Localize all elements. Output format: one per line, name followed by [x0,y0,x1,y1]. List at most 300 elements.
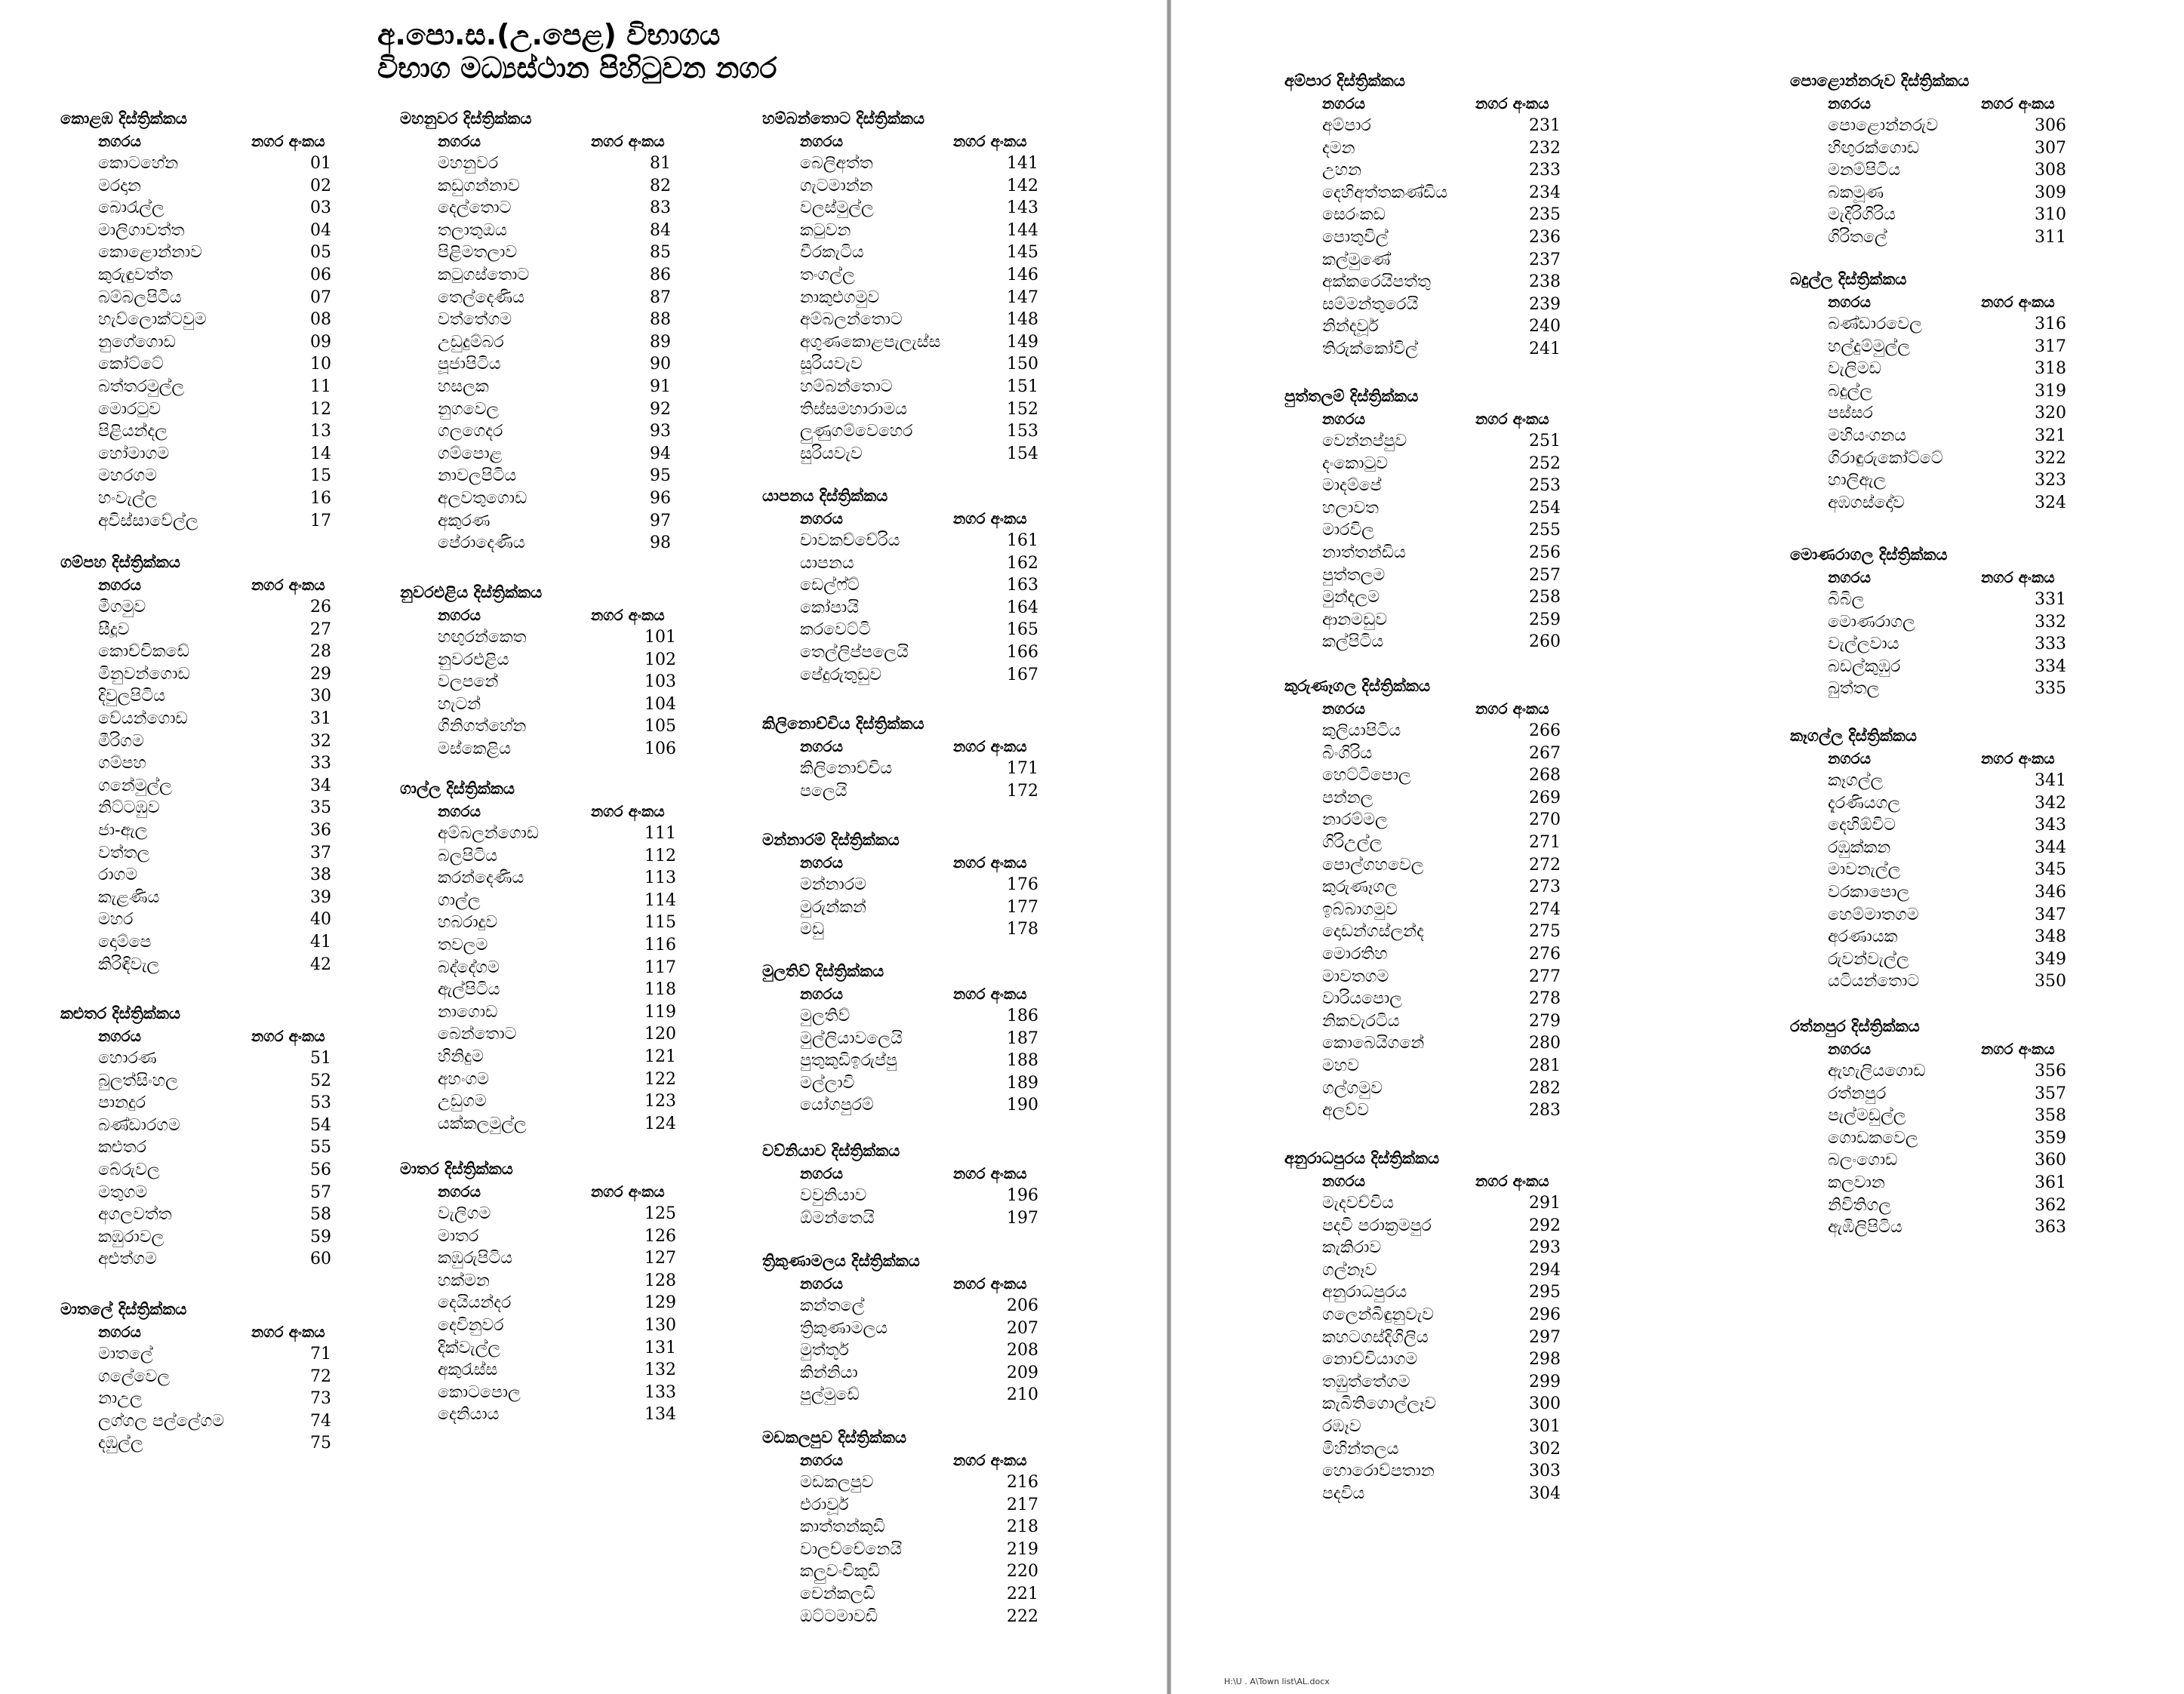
town-name: මුත්තූර් [800,1341,849,1360]
table-header [1790,291,2107,313]
town-name: ඇඹිලිපිටිය [1828,1218,1903,1237]
town-code: 98 [650,533,671,553]
town-name: හැටන් [438,694,481,714]
town-code: 190 [1007,1096,1038,1115]
town-row [60,287,377,309]
town-name: හොරොව්පතාන [1322,1462,1435,1481]
town-name: පුල්මුඩේ [800,1385,860,1405]
town-row [60,1092,377,1114]
table-header [60,573,377,596]
town-code: 90 [650,355,671,374]
town-code: 152 [1007,399,1038,419]
town-row [400,1247,717,1270]
town-name: නිකවැරටිය [1322,1011,1400,1031]
town-code: 122 [644,1069,676,1089]
town-row [762,287,1079,309]
town-name: ගලගෙදර [438,422,503,441]
town-column-header: නගරය [1828,1040,1871,1058]
town-code: 271 [1529,832,1561,852]
town-name: රඹෑව [1322,1416,1361,1436]
code-column-header: නගර අංකය [591,132,665,150]
table-header [1284,1170,1601,1192]
town-name: හාලිඇල [1828,471,1887,490]
town-name: පූජාපිටිය [438,355,501,374]
town-code: 306 [2035,116,2066,135]
table-header [1790,1038,2107,1060]
town-code: 130 [644,1315,676,1335]
town-name: ගිරිතලේ [1828,227,1887,247]
town-code: 56 [310,1160,331,1179]
town-row [1790,159,2107,182]
town-row [1790,904,2107,927]
town-code: 320 [2035,404,2066,423]
table-header [400,604,717,626]
code-column-header: නගර අංකය [1475,410,1549,428]
town-code: 04 [310,220,331,240]
town-code: 221 [1007,1584,1038,1603]
town-code: 345 [2035,860,2066,880]
town-code: 298 [1529,1350,1561,1370]
town-code: 258 [1529,588,1561,607]
town-row [762,1185,1079,1207]
code-column-header: නගර අංකය [1475,1172,1549,1190]
town-code: 252 [1529,453,1561,473]
district-section [1790,724,2107,993]
town-code: 111 [644,824,676,843]
town-name: දොඩන්ගස්ලන්ද [1322,922,1424,942]
district-title: වව්නියාව දිස්ත්‍රික්කය [762,1142,900,1160]
town-row [400,1203,717,1225]
town-code: 134 [644,1405,676,1425]
town-row [1790,837,2107,859]
town-code: 272 [1529,855,1561,875]
town-row [1284,943,1601,966]
town-column-header: නගරය [1322,699,1365,718]
town-code: 319 [2035,381,2066,401]
town-row [1790,678,2107,700]
town-code: 05 [310,243,331,263]
town-name: ගම්පොළ [438,444,503,463]
town-code: 279 [1529,1011,1561,1031]
town-name: පානදුර [98,1093,146,1113]
town-code: 105 [644,717,676,736]
town-row [400,979,717,1001]
town-code: 154 [1007,444,1038,463]
town-name: රත්නපුර [1828,1084,1887,1103]
town-name: අකුරණ [438,511,491,530]
town-name: නාත්තන්ඩිය [1322,543,1406,562]
town-code: 207 [1007,1318,1038,1338]
town-code: 233 [1529,161,1561,180]
town-code: 235 [1529,205,1561,225]
town-code: 253 [1529,476,1561,496]
town-name: සූරියවැව [800,355,863,374]
town-name: බණ්ඩාරගම [98,1115,180,1135]
town-row [762,309,1079,331]
town-row [60,596,377,619]
town-row [60,1070,377,1093]
town-name: කාත්තන්කුඩි [800,1517,885,1537]
town-row [762,1516,1079,1539]
town-name: බකමූණ [1828,183,1884,202]
town-row [60,353,377,376]
code-column-header: නගර අංකය [953,132,1027,150]
town-code: 318 [2035,359,2066,379]
town-row [400,331,717,354]
town-code: 216 [1007,1473,1038,1492]
town-row [60,1410,377,1433]
town-name: ගනේමුල්ල [98,776,172,795]
town-row [60,1136,377,1159]
town-code: 11 [310,377,331,396]
town-row [1284,159,1601,182]
town-code: 95 [650,466,671,486]
town-code: 166 [1007,642,1038,662]
town-code: 92 [650,399,671,419]
town-name: ගලෙන්බිඳුනුවැව [1322,1305,1434,1324]
town-code: 97 [650,511,671,530]
town-name: බඩල්කුඹුර [1828,656,1901,676]
town-code: 133 [644,1382,676,1402]
town-row [762,1028,1079,1050]
town-row [400,1403,717,1426]
town-row [400,309,717,331]
town-name: පොල්ගහවෙල [1322,855,1424,875]
town-code: 317 [2035,337,2066,356]
town-row [1790,881,2107,904]
town-name: මොණරාගල [1828,612,1915,632]
town-column-header: නගරය [98,576,141,594]
town-name: කින්නියා [800,1363,858,1382]
town-name: බණ්ඩාරවෙල [1828,315,1922,334]
town-row [60,887,377,909]
town-name: නිට්ටඹුව [98,798,160,818]
town-code: 114 [644,890,676,910]
town-code: 321 [2035,426,2066,445]
town-code: 41 [310,932,331,952]
town-code: 291 [1529,1194,1561,1213]
town-code: 35 [310,798,331,818]
town-row [400,220,717,242]
table-header [60,1320,377,1343]
town-code: 27 [310,619,331,639]
district-section [60,1002,377,1271]
town-code: 276 [1529,944,1561,964]
town-name: කටුගස්තොට [438,265,530,284]
town-name: කලුවංචිකුඩි [800,1562,881,1582]
town-code: 72 [310,1367,331,1386]
town-name: පදවිය [1322,1483,1365,1503]
town-name: සෙරංකඩ [1322,205,1386,225]
town-name: පොතුවිල් [1322,227,1389,247]
town-row [762,758,1079,780]
town-name: මුලතිව් [800,1007,851,1025]
town-name: මහියංගනය [1828,426,1906,445]
town-code: 38 [310,865,331,885]
town-code: 309 [2035,183,2066,202]
town-name: කුරුඳුවත්ත [98,265,174,284]
town-name: මොරතිහ [1322,944,1388,964]
town-row [60,864,377,887]
town-row [1284,988,1601,1010]
town-name: ඇහැලියගොඩ [1828,1062,1926,1081]
town-row [762,443,1079,466]
town-name: වෙන්නප්පුව [1322,432,1407,450]
town-code: 295 [1529,1283,1561,1302]
town-name: තවලම [438,935,488,955]
town-row [1790,814,2107,837]
document-title [377,18,906,85]
town-code: 149 [1007,332,1038,352]
town-name: මාතර [438,1226,479,1246]
town-row [400,671,717,693]
town-row [1790,1105,2107,1127]
town-code: 07 [310,287,331,307]
district-section [762,1250,1079,1407]
town-code: 296 [1529,1305,1561,1324]
town-row [1790,425,2107,447]
town-name: මාවනැල්ල [1828,860,1901,880]
town-row [1790,115,2107,137]
town-row [400,1382,717,1404]
town-name: මාලිගාවත්ත [98,220,185,240]
town-row [60,797,377,819]
town-row [1284,764,1601,787]
town-row [1790,1060,2107,1083]
town-code: 270 [1529,810,1561,830]
town-code: 297 [1529,1327,1561,1347]
town-name: බත්තරමුල්ල [98,377,185,396]
town-code: 186 [1007,1007,1038,1025]
town-row [400,693,717,716]
town-name: නාගොඩ [438,1002,498,1022]
town-code: 147 [1007,287,1038,307]
town-name: පුතුකුඩිඉරුප්පු [800,1051,897,1071]
town-row [762,1471,1079,1494]
town-row [762,918,1079,941]
town-name: බම්බලපිටිය [98,287,182,307]
town-row [400,1023,717,1046]
town-row [60,510,377,533]
town-code: 118 [644,980,676,1000]
town-code: 256 [1529,543,1561,562]
town-code: 177 [1007,897,1038,917]
town-row [400,1292,717,1314]
table-header [762,735,1079,758]
town-column-header: නගරය [98,1323,141,1341]
town-row [1790,926,2107,948]
table-header [762,130,1079,152]
town-row [1790,358,2107,380]
town-code: 151 [1007,377,1038,396]
town-code: 144 [1007,220,1038,240]
town-code: 28 [310,642,331,662]
town-row [60,241,377,264]
town-row [762,1583,1079,1606]
town-row [60,331,377,354]
town-name: වාරියපොල [1322,989,1403,1009]
town-name: සීදූව [98,619,130,639]
town-column-header: නගරය [800,1451,843,1469]
town-code: 116 [644,935,676,955]
town-row [762,619,1079,641]
town-name: ආනමඩුව [1322,610,1388,629]
town-name: ඇල්පිටිය [438,980,500,1000]
town-name: වත්තල [98,843,150,862]
town-name: ඩෙල්ෆ්ට් [800,576,860,595]
town-code: 343 [2035,816,2066,835]
town-code: 163 [1007,576,1038,595]
town-row [60,1248,377,1271]
town-code: 124 [644,1114,676,1133]
footer-file-path: H:\U . A\Town list\AL.docx [1224,1677,1330,1686]
town-code: 60 [310,1250,331,1269]
town-row [60,376,377,398]
town-name: හම්බන්තොට [800,377,893,396]
town-code: 255 [1529,521,1561,540]
town-row [400,510,717,533]
district-section [762,712,1079,802]
town-row [60,641,377,663]
town-row [1284,315,1601,338]
town-name: කඹුරාවල [98,1227,165,1247]
town-code: 222 [1007,1606,1038,1626]
town-name: මන්නාරම [800,875,866,894]
town-code: 37 [310,843,331,862]
town-column-header: නගරය [800,1274,843,1293]
town-name: ලග්ගල පල්ලේගම [98,1411,225,1431]
town-column-header: නගරය [1828,293,1871,311]
town-row [60,1388,377,1410]
town-name: හොරණ [98,1049,157,1068]
town-row [1790,447,2107,470]
town-row [1284,609,1601,632]
town-row [1284,1371,1601,1394]
town-name: පදවි පරාක්‍රමපුර [1322,1216,1432,1235]
town-name: තලාතුඔය [438,220,507,240]
town-name: ගොඩකවෙල [1828,1128,1918,1148]
district-title: හම්බන්තොට දිස්ත්‍රික්කය [762,109,925,128]
town-name: බලංගොඩ [1828,1151,1898,1170]
town-code: 304 [1529,1483,1561,1503]
town-code: 83 [650,198,671,218]
district-section [1790,69,2107,249]
town-code: 278 [1529,989,1561,1009]
town-row [400,1090,717,1113]
district-section [762,107,1079,465]
town-row [1790,770,2107,792]
town-row [1790,948,2107,971]
town-name: මනම්පිටිය [1828,161,1901,180]
town-code: 52 [310,1071,331,1090]
town-code: 356 [2035,1062,2066,1081]
town-row [762,1295,1079,1317]
town-name: බිංගිරිය [1322,743,1373,763]
town-code: 349 [2035,949,2066,969]
town-code: 150 [1007,355,1038,374]
town-row [762,1606,1079,1628]
town-code: 54 [310,1115,331,1135]
town-name: අඹගස්දෝව [1828,493,1905,512]
town-row [1284,1215,1601,1237]
town-row [400,353,717,376]
town-name: දෙහිඕවිට [1828,816,1896,835]
town-row [400,912,717,934]
town-name: දැරණියගල [1828,793,1901,813]
town-name: පේදුරුතුඩුව [800,665,882,684]
town-code: 36 [310,820,331,840]
town-code: 218 [1007,1517,1038,1537]
town-row [1284,182,1601,204]
town-code: 273 [1529,878,1561,897]
town-name: කල්මුණේ [1322,250,1391,269]
town-code: 346 [2035,882,2066,902]
town-row [1284,249,1601,272]
town-row [1790,469,2107,492]
town-name: කොබෙයිගනේ [1322,1034,1425,1053]
town-name: හල්දුම්මුල්ල [1828,337,1911,356]
town-code: 86 [650,265,671,284]
town-code: 302 [1529,1439,1561,1459]
town-row [762,896,1079,919]
town-row [400,1359,717,1382]
town-row [60,663,377,686]
town-name: ත්‍රිකුණාමලය [800,1318,888,1338]
town-name: බුලත්සිංහල [98,1071,178,1090]
town-row [1284,720,1601,742]
town-name: දෙනියාය [438,1405,500,1425]
town-code: 347 [2035,905,2066,924]
table-header [400,130,717,152]
town-code: 251 [1529,432,1561,450]
town-code: 39 [310,887,331,907]
town-code: 93 [650,422,671,441]
town-row [400,845,717,868]
town-name: වැලිගම [438,1204,491,1223]
district-section [762,960,1079,1117]
town-name: බෙන්තොට [438,1025,517,1044]
town-row [60,685,377,708]
town-name: වැල්ලවාය [1828,635,1899,654]
town-row [60,465,377,487]
town-code: 32 [310,731,331,751]
town-code: 268 [1529,766,1561,786]
town-name: හබරාදුව [438,913,498,933]
town-row [1284,1281,1601,1304]
town-name: පන්නල [1322,788,1373,807]
town-name: තෙල්ලිප්පලෙයි [800,642,909,662]
town-code: 238 [1529,272,1561,292]
town-name: වේයන්ගොඩ [98,709,188,728]
town-code: 104 [644,694,676,714]
town-row [762,376,1079,398]
town-code: 316 [2035,315,2066,334]
town-name: ගලේවෙල [98,1367,171,1386]
town-name: කෑගල්ල [1828,771,1884,790]
town-name: මුල්ලියාවලෙයි [800,1028,903,1048]
town-code: 237 [1529,250,1561,269]
town-row [60,309,377,331]
town-row [762,1094,1079,1117]
town-row [1284,115,1601,137]
district-title: පොළොන්නරුව දිස්ත්‍රික්කය [1790,72,1970,90]
town-column-header: නගරය [438,1182,481,1201]
town-code: 127 [644,1249,676,1268]
town-row [1790,656,2107,678]
town-row [400,867,717,890]
town-name: වැලිමඩ [1828,359,1881,379]
town-code: 292 [1529,1216,1561,1235]
